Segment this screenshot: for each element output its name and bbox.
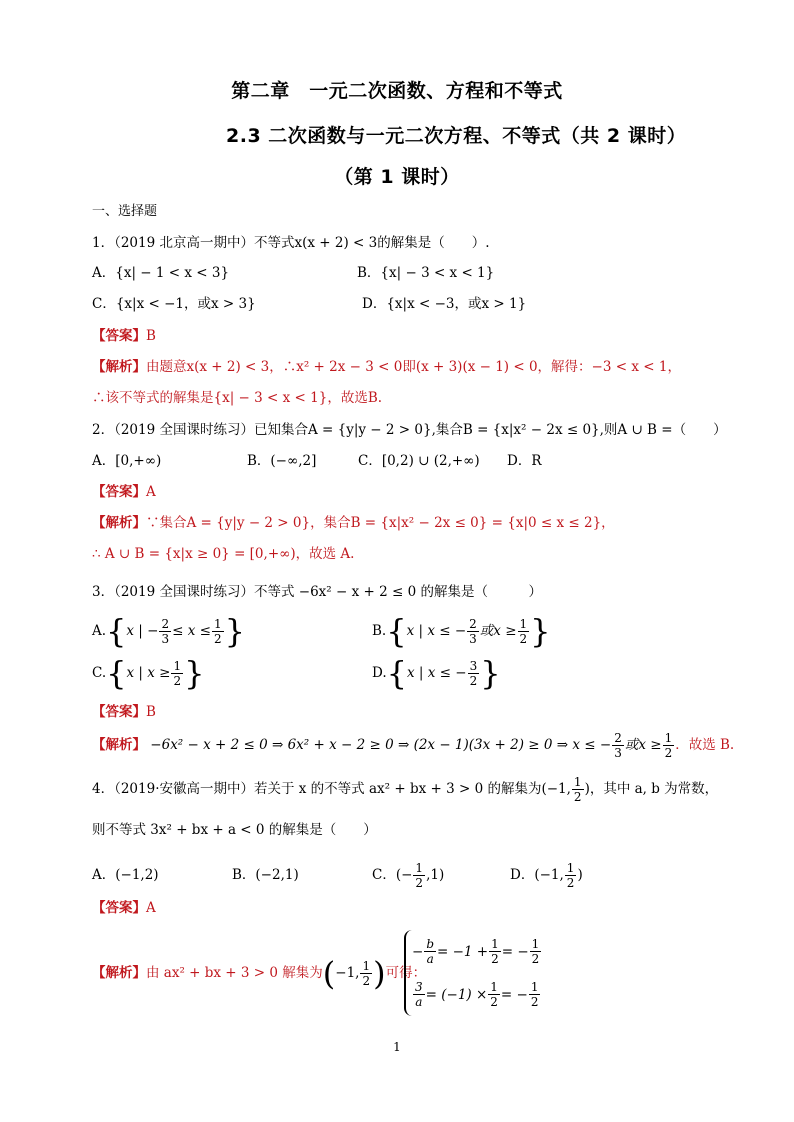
- frac-num: 1: [490, 980, 498, 994]
- q3-option-b: B.{x | x ≤ − $\frac{2}{3}$ 或x ≥ $\frac{1}{2}$ }: [372, 612, 551, 651]
- frac-den: 2: [664, 746, 673, 760]
- equation-expr: = −: [500, 986, 528, 1003]
- frac-den: 2: [566, 876, 575, 890]
- q4-option-c: [372, 858, 444, 892]
- analysis-tag: 【解析】: [92, 359, 146, 375]
- q4-stem-1: [92, 772, 718, 806]
- frac-num: 1: [530, 980, 539, 994]
- answer-tag: 【答案】: [92, 328, 146, 344]
- frac-den: a: [415, 995, 423, 1009]
- frac-num: 1: [491, 937, 499, 951]
- option-expr: x | −: [126, 623, 159, 639]
- option-expr: C．(−: [372, 867, 413, 883]
- frac-den: 2: [362, 974, 371, 988]
- frac-den: 2: [469, 674, 478, 688]
- q2-option-a: A．[0,+∞): [92, 453, 162, 469]
- frac-den: 3: [614, 746, 622, 760]
- frac-den: 2: [519, 632, 528, 646]
- frac-den: 3: [161, 632, 170, 646]
- frac-num: 1: [362, 959, 371, 973]
- q4-analysis: 【解析】由 ax² + bx + 3 > 0 解集为(−1, $\frac{1}{2}$ )可得：: [92, 954, 427, 993]
- frac-num: b: [426, 937, 434, 951]
- q2-option-c: C．[0,2) ∪ (2,+∞): [358, 453, 480, 469]
- option-label: D.: [372, 665, 387, 681]
- option-expr: x | x ≥: [126, 665, 171, 681]
- frac-num: 3: [469, 659, 478, 673]
- frac-den: 2: [530, 995, 539, 1009]
- q3-option-d: D.{x | x ≤ − $\frac{3}{2}$ }: [372, 654, 501, 693]
- frac-den: 3: [469, 632, 477, 646]
- analysis-text: ∵集合A = {y|y − 2 > 0}，集合B = {x|x² − 2x ≤ 0} = {x|0 ≤ x ≤ 2}，: [146, 515, 615, 531]
- q1-option-d: D．{x|x < −3，或x > 1}: [362, 296, 527, 312]
- equation-expr: = (−1) ×: [425, 986, 488, 1003]
- frac-den: 2: [573, 790, 582, 804]
- q1-option-a: A．{x| − 1 < x < 3}: [92, 265, 230, 281]
- chapter-title: 第二章 一元二次函数、方程和不等式: [231, 80, 563, 102]
- q1-analysis-2: ∴该不等式的解集是{x| − 3 < x < 1}，故选B.: [92, 390, 383, 406]
- q3-option-c: C.{x | x ≥ $\frac{1}{2}$ }: [92, 654, 205, 693]
- frac-num: 1: [213, 617, 222, 631]
- page-number: 1: [393, 1040, 401, 1054]
- q1-option-c: C．{x|x < −1，或x > 3}: [92, 296, 256, 312]
- analysis-text: 由 ax² + bx + 3 > 0 解集为: [146, 965, 323, 981]
- option-label: A.: [92, 623, 107, 639]
- q3-option-a: A.{x | − $\frac{2}{3}$ ≤ x ≤ $\frac{1}{2}$ }: [92, 612, 245, 651]
- option-expr: ≤ x ≤: [172, 623, 211, 639]
- frac-den: 2: [531, 952, 540, 966]
- analysis-text: ．故选 B.: [675, 737, 735, 753]
- frac-num: 1: [566, 861, 575, 875]
- frac-num: 3: [415, 980, 423, 994]
- option-label: C.: [92, 665, 107, 681]
- stem-text: )，其中 a, b 为常数，: [584, 781, 719, 797]
- answer-value: A: [146, 900, 156, 916]
- frac-num: 1: [664, 731, 673, 745]
- frac-num: 2: [469, 617, 477, 631]
- frac-num: 1: [531, 937, 540, 951]
- frac-den: 2: [490, 995, 498, 1009]
- frac-den: 2: [415, 876, 424, 890]
- analysis-text: 可得：: [385, 965, 427, 981]
- q4-option-a: A．(−1,2): [92, 867, 159, 883]
- option-expr: ): [577, 867, 583, 883]
- option-expr: 或x ≥: [479, 623, 517, 639]
- frac-num: 1: [415, 861, 424, 875]
- answer-tag: 【答案】: [92, 704, 146, 720]
- frac-num: 2: [161, 617, 170, 631]
- equation-expr: = −1 +: [437, 943, 489, 960]
- answer-value: A: [146, 484, 156, 500]
- lesson-title: （第 1 课时）: [334, 166, 460, 188]
- q1-answer: [92, 326, 156, 346]
- q2-analysis-1: [92, 513, 615, 533]
- answer-tag: 【答案】: [92, 900, 146, 916]
- q4-option-b: B．(−2,1): [232, 867, 299, 883]
- q1-analysis-1: [92, 357, 681, 377]
- option-expr: D．(−1,: [510, 867, 564, 883]
- frac-num: 1: [573, 775, 582, 789]
- stem-text: 4．（2019·安徽高一期中）若关于 x 的不等式 ax² + bx + 3 > 0 的解集为(−1,: [92, 781, 571, 797]
- q2-option-d: D．R: [507, 453, 542, 469]
- frac-num: 1: [173, 659, 182, 673]
- section-title: 2.3 二次函数与一元二次方程、不等式（共 2 课时）: [226, 125, 687, 147]
- q4-option-d: [510, 858, 583, 892]
- q2-answer: [92, 482, 156, 502]
- equation-expr: = −: [501, 943, 529, 960]
- frac-den: a: [426, 952, 434, 966]
- analysis-tag: 【解析】: [92, 737, 146, 753]
- option-expr: x | x ≤ −: [406, 623, 467, 639]
- q3-analysis: [92, 728, 734, 762]
- frac-num: 1: [519, 617, 528, 631]
- analysis-tag: 【解析】: [92, 515, 146, 531]
- q3-stem: 3．（2019 全国课时练习）不等式 −6x² − x + 2 ≤ 0 的解集是（ ）: [92, 584, 542, 600]
- equation-system: [404, 930, 542, 1016]
- equation-row-1: − $\frac{b}{a}$ = −1 + $\frac{1}{2}$ = − $\frac{1}{2}$: [412, 937, 540, 966]
- q1-stem: 1．（2019 北京高一期中）不等式x(x + 2) < 3的解集是（ ）.: [92, 235, 490, 251]
- analysis-expr: 或x ≥: [624, 737, 662, 753]
- q4-answer: [92, 898, 156, 918]
- option-label: B.: [372, 623, 387, 639]
- q2-analysis-2: ∴ A ∪ B = {x|x ≥ 0} = [0,+∞)，故选 A.: [92, 546, 355, 562]
- frac-den: 2: [173, 674, 182, 688]
- analysis-expr: −1,: [335, 965, 360, 981]
- analysis-expr: −6x² − x + 2 ≤ 0 ⇒ 6x² + x − 2 ≥ 0 ⇒ (2x − 1)(3x + 2) ≥ 0 ⇒ x ≤ −: [146, 737, 612, 753]
- q1-option-b: B．{x| − 3 < x < 1}: [357, 265, 495, 281]
- section-heading: 一、选择题: [92, 204, 158, 219]
- q2-stem: 2．（2019 全国课时练习）已知集合A = {y|y − 2 > 0},集合B = {x|x² − 2x ≤ 0},则A ∪ B =（ ）: [92, 422, 727, 438]
- analysis-text: 由题意x(x + 2) < 3，∴x² + 2x − 3 < 0即(x + 3)(x − 1) < 0，解得：−3 < x < 1，: [146, 359, 681, 375]
- answer-value: B: [146, 704, 156, 720]
- frac-num: 2: [614, 731, 622, 745]
- frac-den: 2: [213, 632, 222, 646]
- answer-value: B: [146, 328, 156, 344]
- frac-den: 2: [491, 952, 499, 966]
- option-expr: x | x ≤ −: [407, 665, 467, 681]
- option-expr: ,1): [426, 867, 445, 883]
- q4-stem-2: 则不等式 3x² + bx + a < 0 的解集是（ ）: [92, 822, 377, 838]
- q2-option-b: B．(−∞,2]: [247, 453, 317, 469]
- equation-row-2: [412, 973, 542, 1016]
- analysis-tag: 【解析】: [92, 965, 146, 981]
- q3-answer: [92, 702, 156, 722]
- answer-tag: 【答案】: [92, 484, 146, 500]
